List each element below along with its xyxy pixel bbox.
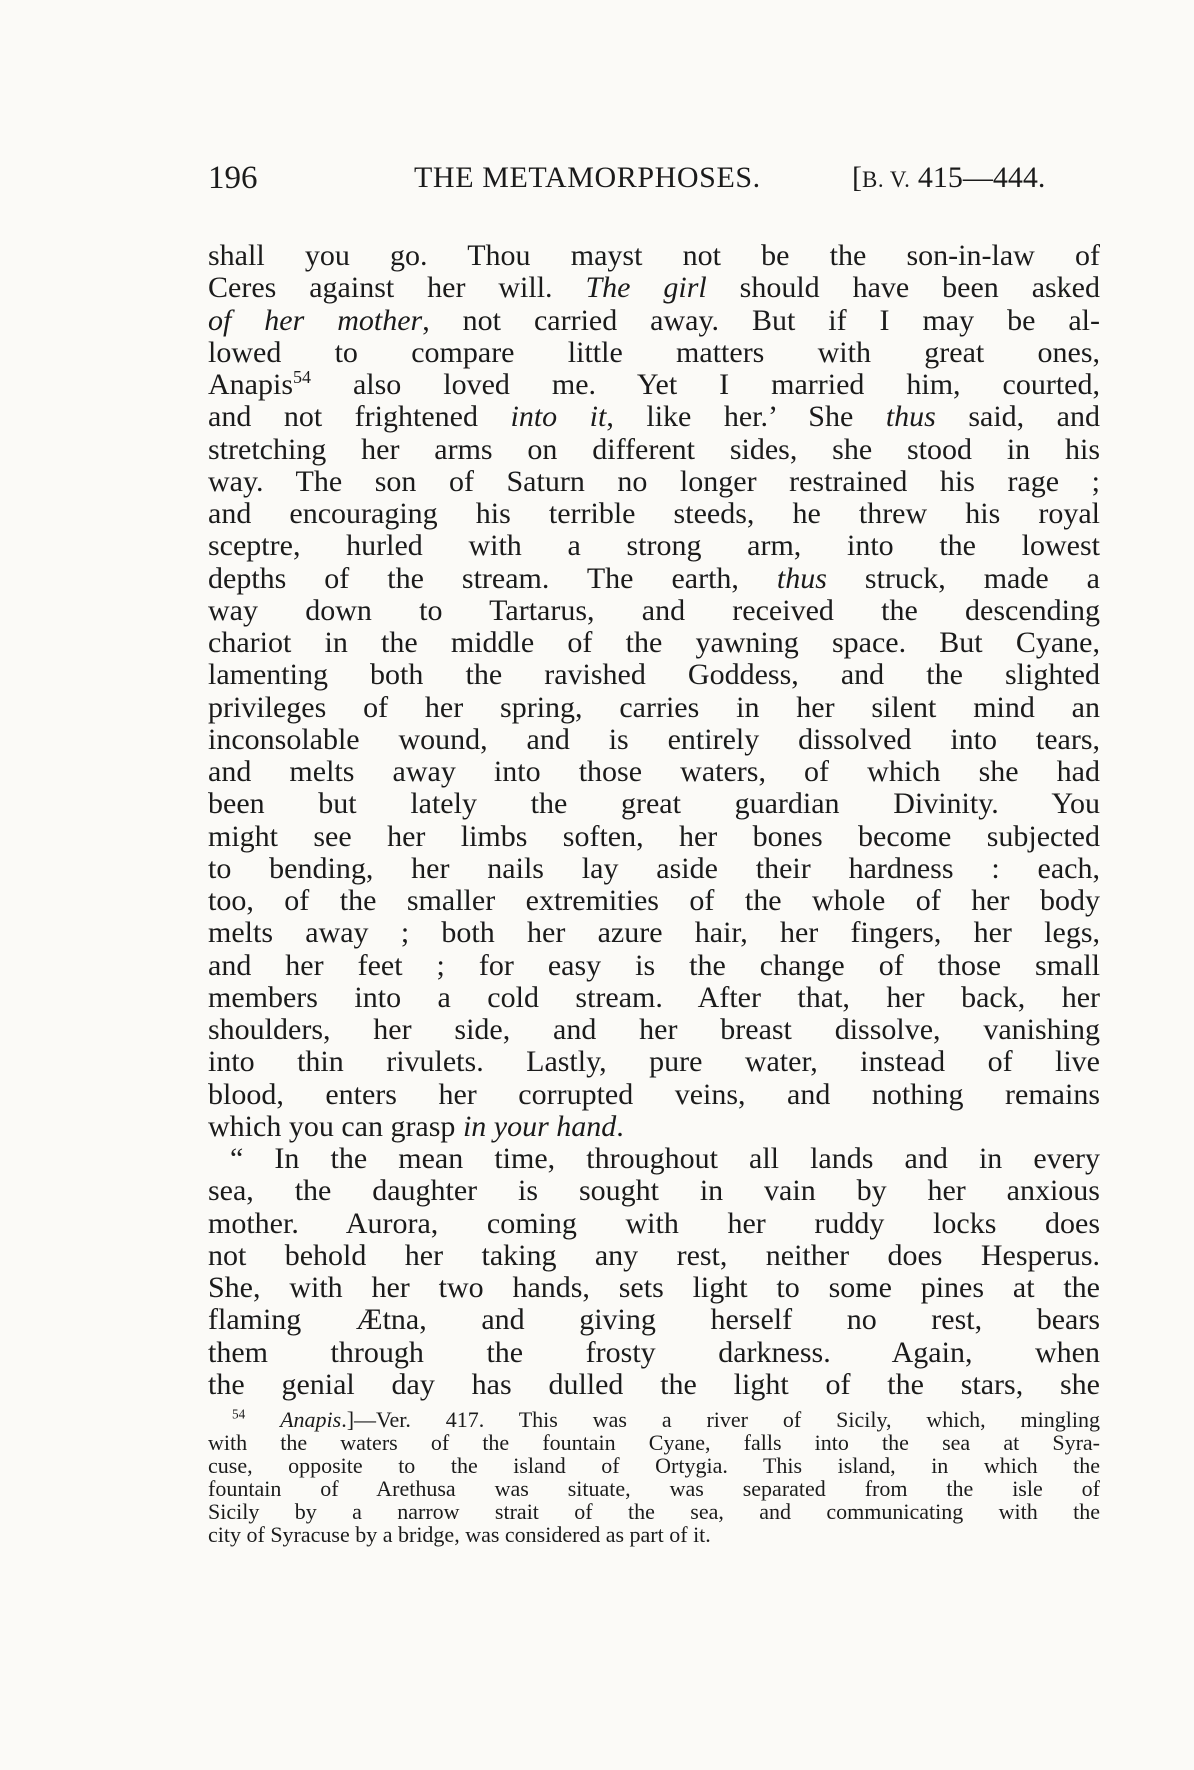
text-line: Anapis$^{54}$ also loved me. Yet I married him, courted, [208, 367, 1100, 401]
text-line: melts away ; both her azure hair, her fingers, her legs, [208, 916, 1100, 950]
text-line: too, of the smaller extremities of the whole of her body [208, 884, 1100, 917]
text-line: the genial day has dulled the light of the stars, she [208, 1367, 1100, 1401]
text-line: members into a cold stream. After that, her back, her [208, 980, 1100, 1014]
text-line: chariot in the middle of the yawning space. But Cyane, [208, 626, 1100, 659]
page-number: 196 [208, 160, 258, 196]
text-line: stretching her arms on different sides, she stood in his [208, 432, 1100, 466]
footnote-line: cuse, opposite to the island of Ortygia. This island, in which the [208, 1453, 1100, 1478]
main-text [208, 240, 1100, 1401]
footnote-line: with the waters of the fountain Cyane, falls into the sea at Syra- [208, 1430, 1100, 1455]
text-line: of her mother, not carried away. But if I may be al- [208, 303, 1100, 337]
footnote-line: city of Syracuse by a bridge, was considered as part of it. [208, 1522, 711, 1547]
text-line: blood, enters her corrupted veins, and nothing remains [208, 1077, 1100, 1111]
text-line: into thin rivulets. Lastly, pure water, instead of live [208, 1045, 1100, 1079]
text-line: sceptre, hurled with a strong arm, into the lowest [208, 529, 1100, 563]
text-line: not behold her taking any rest, neither does Hesperus. [208, 1238, 1100, 1272]
text-line: privileges of her spring, carries in her silent mind an [208, 690, 1100, 724]
text-line: which you can grasp in your hand. [208, 1109, 624, 1143]
text-line: “ In the mean time, throughout all lands and in every [230, 1142, 1100, 1175]
footnote [208, 1408, 1100, 1546]
text-line: shall you go. Thou mayst not be the son-in-law of [208, 239, 1100, 272]
text-line: way down to Tartarus, and received the descending [208, 593, 1100, 627]
text-line: and not frightened into it, like her.’ She thus said, and [208, 400, 1100, 434]
text-line: She, with her two hands, sets light to some pines at the [208, 1271, 1100, 1304]
text-line: depths of the stream. The earth, thus struck, made a [208, 561, 1100, 595]
text-line: to bending, her nails lay aside their hardness : each, [208, 851, 1100, 885]
text-line: might see her limbs soften, her bones become subjected [208, 819, 1100, 853]
text-line: sea, the daughter is sought in vain by her anxious [208, 1174, 1100, 1208]
book-line-reference: [B. V. 415—444. [852, 161, 1046, 194]
text-line: them through the frosty darkness. Again, when [208, 1335, 1100, 1369]
text-line: inconsolable wound, and is entirely dissolved into tears, [208, 722, 1100, 756]
text-line: and encouraging his terrible steeds, he threw his royal [208, 497, 1100, 530]
text-line: mother. Aurora, coming with her ruddy locks does [208, 1206, 1100, 1240]
text-line: and melts away into those waters, of which she had [208, 755, 1100, 788]
text-line: Ceres against her will. The girl should have been asked [208, 271, 1100, 305]
text-line: lowed to compare little matters with great ones, [208, 335, 1100, 369]
text-line: shoulders, her side, and her breast dissolve, vanishing [208, 1013, 1100, 1046]
footnote-line: $^{54}$ Anapis.]—Ver. 417. This was a river of Sicily, which, mingling [232, 1406, 1100, 1432]
text-line: been but lately the great guardian Divinity. You [208, 787, 1100, 821]
text-line: lamenting both the ravished Goddess, and the slighted [208, 658, 1100, 692]
text-line: and her feet ; for easy is the change of those small [208, 948, 1100, 982]
text-line: flaming Ætna, and giving herself no rest, bears [208, 1303, 1100, 1337]
footnote-line: Sicily by a narrow strait of the sea, and communicating with the [208, 1499, 1100, 1524]
text-line: way. The son of Saturn no longer restrained his rage ; [208, 464, 1100, 498]
page-header [208, 158, 1100, 198]
footnote-line: fountain of Arethusa was situate, was separated from the isle of [208, 1476, 1100, 1501]
running-title: THE METAMORPHOSES. [414, 161, 761, 194]
